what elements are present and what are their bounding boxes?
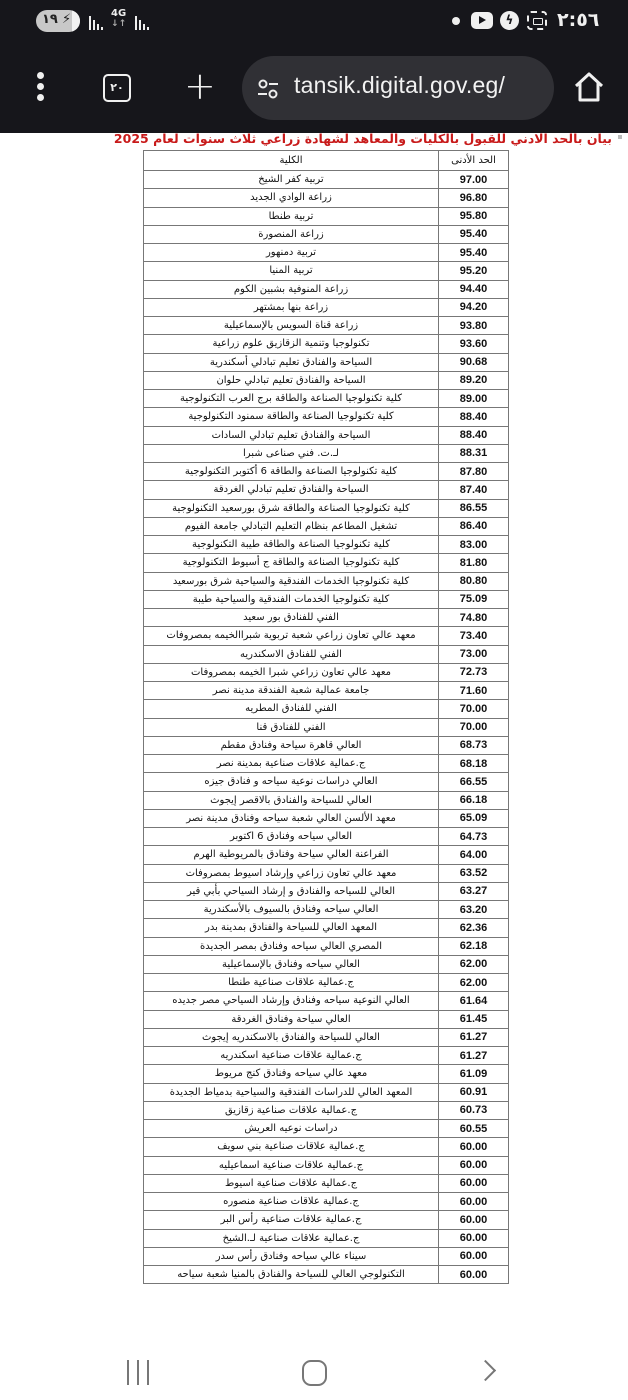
table-row	[144, 1247, 509, 1265]
table-row	[144, 262, 509, 280]
college-cell: السياحة والفنادق تعليم تبادلي السادات	[144, 426, 439, 444]
college-cell: تربية طنطا	[144, 207, 439, 225]
table-row	[144, 463, 509, 481]
college-cell: العالي سياحه وفنادق بالإسماعيلية	[144, 955, 439, 973]
college-cell: ج.عمالية علاقات صناعية منصوره	[144, 1193, 439, 1211]
table-row	[144, 700, 509, 718]
min-score-cell: 68.73	[439, 736, 509, 754]
min-score-cell: 60.00	[439, 1174, 509, 1192]
clock: ٢:٥٦	[557, 9, 600, 31]
college-cell: ج.عمالية علاقات صناعية رأس البر	[144, 1211, 439, 1229]
min-score-cell: 60.00	[439, 1138, 509, 1156]
college-cell: ج.عمالية علاقات صناعية زقازيق	[144, 1101, 439, 1119]
college-cell: ج.عمالية علاقات صناعية طنطا	[144, 974, 439, 992]
table-row	[144, 846, 509, 864]
college-cell: زراعة المنوفية بشبين الكوم	[144, 280, 439, 298]
min-score-cell: 62.18	[439, 937, 509, 955]
college-cell: ج.عمالية علاقات صناعية بني سويف	[144, 1138, 439, 1156]
college-cell: كلية تكنولوجيا الخدمات الفندقية والسياحية شرق بورسعيد	[144, 572, 439, 590]
min-score-cell: 61.45	[439, 1010, 509, 1028]
table-row	[144, 171, 509, 189]
min-score-cell: 89.20	[439, 371, 509, 389]
college-cell: لـ.ت. فني صناعى شبرا	[144, 444, 439, 462]
table-row	[144, 1028, 509, 1046]
header-min-score: الحد الأدنى	[439, 151, 509, 171]
battery-level: ١٩	[42, 12, 58, 27]
url-text[interactable]: tansik.digital.gov.eg/	[294, 72, 506, 98]
table-row	[144, 572, 509, 590]
table-row	[144, 1193, 509, 1211]
college-cell: كلية تكنولوجيا الصناعة والطاقة ج أسيوط التكنولوجية	[144, 554, 439, 572]
min-score-cell: 88.40	[439, 408, 509, 426]
table-row	[144, 225, 509, 243]
header-college: الكلية	[144, 151, 439, 171]
screenshot-icon	[527, 11, 547, 30]
messenger-icon: ϟ	[500, 11, 519, 30]
college-cell: المعهد العالي للسياحة والفنادق بمدينة بدر	[144, 919, 439, 937]
table-row	[144, 317, 509, 335]
dot-icon	[452, 17, 460, 25]
college-cell: العالي للسياحه والفنادق و إرشاد السياحي بأبي قير	[144, 882, 439, 900]
college-cell: زراعة الوادي الجديد	[144, 189, 439, 207]
college-cell: الفني للفنادق المطريه	[144, 700, 439, 718]
min-score-cell: 60.00	[439, 1247, 509, 1265]
college-cell: الفني للفنادق الاسكندريه	[144, 645, 439, 663]
table-row	[144, 718, 509, 736]
table-row	[144, 1120, 509, 1138]
table-row	[144, 1156, 509, 1174]
min-score-cell: 64.00	[439, 846, 509, 864]
table-row	[144, 517, 509, 535]
min-score-cell: 93.80	[439, 317, 509, 335]
url-bar[interactable]	[242, 56, 554, 120]
min-score-cell: 60.00	[439, 1211, 509, 1229]
table-row	[144, 189, 509, 207]
min-score-cell: 95.40	[439, 225, 509, 243]
college-cell: العالي سياحه وفنادق 6 اكتوبر	[144, 828, 439, 846]
table-row	[144, 919, 509, 937]
min-score-cell: 62.36	[439, 919, 509, 937]
college-cell: معهد عالي تعاون زراعي شعبة تربوية شبراالخيمه بمصروفات	[144, 627, 439, 645]
min-score-cell: 72.73	[439, 663, 509, 681]
college-cell: السياحة والفنادق تعليم تبادلي أسكندرية	[144, 353, 439, 371]
table-row	[144, 1101, 509, 1119]
college-cell: تربية كفر الشيخ	[144, 171, 439, 189]
college-cell: زراعة قناة السويس بالإسماعيلية	[144, 317, 439, 335]
page-title: بيان بالحد الادني للقبول بالكليات والمعاهد لشهادة زراعي ثلاث سنوات لعام 2025	[113, 131, 612, 146]
min-score-cell: 60.00	[439, 1193, 509, 1211]
menu-dots-icon[interactable]	[35, 72, 45, 102]
min-score-cell: 70.00	[439, 718, 509, 736]
min-score-cell: 74.80	[439, 609, 509, 627]
table-row	[144, 773, 509, 791]
min-score-cell: 65.09	[439, 809, 509, 827]
network-type: 4G ↓↑	[111, 8, 127, 29]
min-score-cell: 86.40	[439, 517, 509, 535]
table-header-row	[144, 151, 509, 171]
table-row	[144, 627, 509, 645]
min-score-cell: 83.00	[439, 536, 509, 554]
table-row	[144, 590, 509, 608]
min-score-cell: 61.27	[439, 1028, 509, 1046]
table-row	[144, 609, 509, 627]
college-cell: ج.عمالية علاقات صناعية بمدينة نصر	[144, 755, 439, 773]
college-cell: الفني للفنادق قنا	[144, 718, 439, 736]
min-score-cell: 60.00	[439, 1229, 509, 1247]
table-row	[144, 736, 509, 754]
college-cell: ج.عمالية علاقات صناعية اسكندريه	[144, 1047, 439, 1065]
min-score-cell: 87.40	[439, 481, 509, 499]
min-score-cell: 71.60	[439, 682, 509, 700]
table-row	[144, 298, 509, 316]
min-score-cell: 60.91	[439, 1083, 509, 1101]
min-score-cell: 80.80	[439, 572, 509, 590]
min-score-cell: 97.00	[439, 171, 509, 189]
min-score-cell: 63.27	[439, 882, 509, 900]
min-score-cell: 61.09	[439, 1065, 509, 1083]
min-score-cell: 60.00	[439, 1266, 509, 1284]
college-cell: تكنولوجيا وتنمية الزقازيق علوم زراعية	[144, 335, 439, 353]
min-score-cell: 70.00	[439, 700, 509, 718]
college-cell: زراعة المنصورة	[144, 225, 439, 243]
college-cell: العالي سياحه وفنادق بالسيوف بالأسكندرية	[144, 901, 439, 919]
college-cell: العالي للسياحة والفنادق بالاقصر إيجوث	[144, 791, 439, 809]
min-score-cell: 63.52	[439, 864, 509, 882]
table-body	[144, 171, 509, 1284]
min-score-cell: 81.80	[439, 554, 509, 572]
browser-toolbar	[0, 52, 628, 124]
admission-table	[143, 150, 509, 1284]
college-cell: ج.عمالية علاقات صناعية لـ.الشيخ	[144, 1229, 439, 1247]
college-cell: ج.عمالية علاقات صناعية اسماعيليه	[144, 1156, 439, 1174]
battery-indicator	[36, 10, 80, 32]
college-cell: كلية تكنولوجيا الصناعة والطاقة شرق بورسعيد التكنولوجية	[144, 499, 439, 517]
college-cell: دراسات نوعيه العريش	[144, 1120, 439, 1138]
min-score-cell: 90.68	[439, 353, 509, 371]
bolt-icon: ⚡	[62, 12, 72, 27]
college-cell: معهد عالي تعاون زراعي وإرشاد اسيوط بمصروفات	[144, 864, 439, 882]
table-row	[144, 1138, 509, 1156]
recent-apps-icon[interactable]	[127, 1360, 149, 1385]
min-score-cell: 89.00	[439, 390, 509, 408]
college-cell: تربية دمنهور	[144, 244, 439, 262]
back-chevron-icon[interactable]	[475, 1360, 496, 1381]
table-row	[144, 682, 509, 700]
youtube-icon	[471, 12, 493, 29]
college-cell: المصري العالي سياحه وفنادق بمصر الجديدة	[144, 937, 439, 955]
table-row	[144, 371, 509, 389]
table-row	[144, 408, 509, 426]
table-row	[144, 955, 509, 973]
table-row	[144, 244, 509, 262]
page-content	[0, 133, 628, 1310]
table-row	[144, 481, 509, 499]
site-settings-icon[interactable]	[256, 77, 280, 101]
min-score-cell: 60.55	[439, 1120, 509, 1138]
min-score-cell: 94.40	[439, 280, 509, 298]
min-score-cell: 75.09	[439, 590, 509, 608]
college-cell: المعهد العالي للدراسات الفندقية والسياحية بدمياط الجديدة	[144, 1083, 439, 1101]
min-score-cell: 88.31	[439, 444, 509, 462]
college-cell: معهد الألسن العالي شعبة سياحه وفنادق مدينة نصر	[144, 809, 439, 827]
college-cell: تربية المنيا	[144, 262, 439, 280]
min-score-cell: 95.40	[439, 244, 509, 262]
table-row	[144, 1083, 509, 1101]
college-cell: السياحة والفنادق تعليم تبادلي الغردقة	[144, 481, 439, 499]
table-row	[144, 864, 509, 882]
college-cell: زراعة بنها بمشتهر	[144, 298, 439, 316]
table-row	[144, 1047, 509, 1065]
table-row	[144, 992, 509, 1010]
college-cell: العالي دراسات نوعية سياحه و فنادق جيزه	[144, 773, 439, 791]
table-row	[144, 444, 509, 462]
college-cell: الفراعنة العالي سياحة وفنادق بالمريوطية الهرم	[144, 846, 439, 864]
table-row	[144, 755, 509, 773]
min-score-cell: 96.80	[439, 189, 509, 207]
table-row	[144, 499, 509, 517]
college-cell: العالي قاهرة سياحة وفنادق مقطم	[144, 736, 439, 754]
college-cell: العالي سياحة وفنادق الغردقة	[144, 1010, 439, 1028]
table-row	[144, 828, 509, 846]
new-tab-plus-icon[interactable]: +	[184, 64, 216, 108]
min-score-cell: 95.20	[439, 262, 509, 280]
min-score-cell: 88.40	[439, 426, 509, 444]
home-icon[interactable]	[572, 70, 606, 104]
college-cell: العالي للسياحة والفنادق بالاسكندريه إيجوث	[144, 1028, 439, 1046]
min-score-cell: 73.40	[439, 627, 509, 645]
table-row	[144, 809, 509, 827]
college-cell: التكنولوجي العالي للسياحة والفنادق بالمنيا شعبة سياحه	[144, 1266, 439, 1284]
table-row	[144, 335, 509, 353]
min-score-cell: 86.55	[439, 499, 509, 517]
bullet-marker	[618, 135, 622, 139]
tabs-button[interactable]: ٢٠	[103, 74, 131, 102]
min-score-cell: 87.80	[439, 463, 509, 481]
table-row	[144, 536, 509, 554]
college-cell: كلية تكنولوجيا الصناعة والطاقة سمنود التكنولوجية	[144, 408, 439, 426]
min-score-cell: 62.00	[439, 974, 509, 992]
min-score-cell: 61.64	[439, 992, 509, 1010]
signal-icon-2	[135, 12, 149, 30]
min-score-cell: 64.73	[439, 828, 509, 846]
college-cell: معهد عالي تعاون زراعي شبرا الخيمه بمصروفات	[144, 663, 439, 681]
table-row	[144, 1010, 509, 1028]
table-row	[144, 207, 509, 225]
table-row	[144, 882, 509, 900]
min-score-cell: 93.60	[439, 335, 509, 353]
min-score-cell: 95.80	[439, 207, 509, 225]
table-row	[144, 901, 509, 919]
min-score-cell: 60.00	[439, 1156, 509, 1174]
min-score-cell: 66.55	[439, 773, 509, 791]
browser-chrome	[0, 0, 628, 133]
college-cell: الفني للفنادق بور سعيد	[144, 609, 439, 627]
college-cell: جامعة عمالية شعبة الفندقة مدينة نصر	[144, 682, 439, 700]
college-cell: العالي النوعية سياحه وفنادق وإرشاد السياحي مصر جديده	[144, 992, 439, 1010]
table-row	[144, 426, 509, 444]
college-cell: كلية تكنولوجيا الخدمات الفندقية والسياحية طيبة	[144, 590, 439, 608]
table-row	[144, 1266, 509, 1284]
min-score-cell: 61.27	[439, 1047, 509, 1065]
android-nav-bar	[0, 1310, 628, 1400]
table-row	[144, 280, 509, 298]
min-score-cell: 63.20	[439, 901, 509, 919]
table-row	[144, 1229, 509, 1247]
min-score-cell: 73.00	[439, 645, 509, 663]
min-score-cell: 60.73	[439, 1101, 509, 1119]
min-score-cell: 94.20	[439, 298, 509, 316]
table-row	[144, 353, 509, 371]
table-row	[144, 1065, 509, 1083]
college-cell: كلية تكنولوجيا الصناعة والطاقة طيبة التكنولوجية	[144, 536, 439, 554]
table-row	[144, 645, 509, 663]
college-cell: ج.عمالية علاقات صناعية اسيوط	[144, 1174, 439, 1192]
table-row	[144, 937, 509, 955]
college-cell: سيناء عالي سياحه وفنادق رأس سدر	[144, 1247, 439, 1265]
table-row	[144, 791, 509, 809]
table-row	[144, 974, 509, 992]
table-row	[144, 663, 509, 681]
min-score-cell: 66.18	[439, 791, 509, 809]
table-row	[144, 390, 509, 408]
college-cell: السياحة والفنادق تعليم تبادلي حلوان	[144, 371, 439, 389]
table-row	[144, 1211, 509, 1229]
college-cell: كلية تكنولوجيا الصناعة والطاقة برج العرب التكنولوجية	[144, 390, 439, 408]
table-row	[144, 554, 509, 572]
home-button-icon[interactable]	[302, 1360, 327, 1386]
min-score-cell: 68.18	[439, 755, 509, 773]
college-cell: تشغيل المطاعم بنظام التعليم التبادلي جامعة الفيوم	[144, 517, 439, 535]
min-score-cell: 62.00	[439, 955, 509, 973]
table-row	[144, 1174, 509, 1192]
college-cell: كلية تكنولوجيا الصناعة والطاقة 6 أكتوبر التكنولوجية	[144, 463, 439, 481]
signal-icon	[89, 12, 103, 30]
college-cell: معهد عالي سياحه وفنادق كنج مريوط	[144, 1065, 439, 1083]
status-bar	[0, 0, 628, 44]
